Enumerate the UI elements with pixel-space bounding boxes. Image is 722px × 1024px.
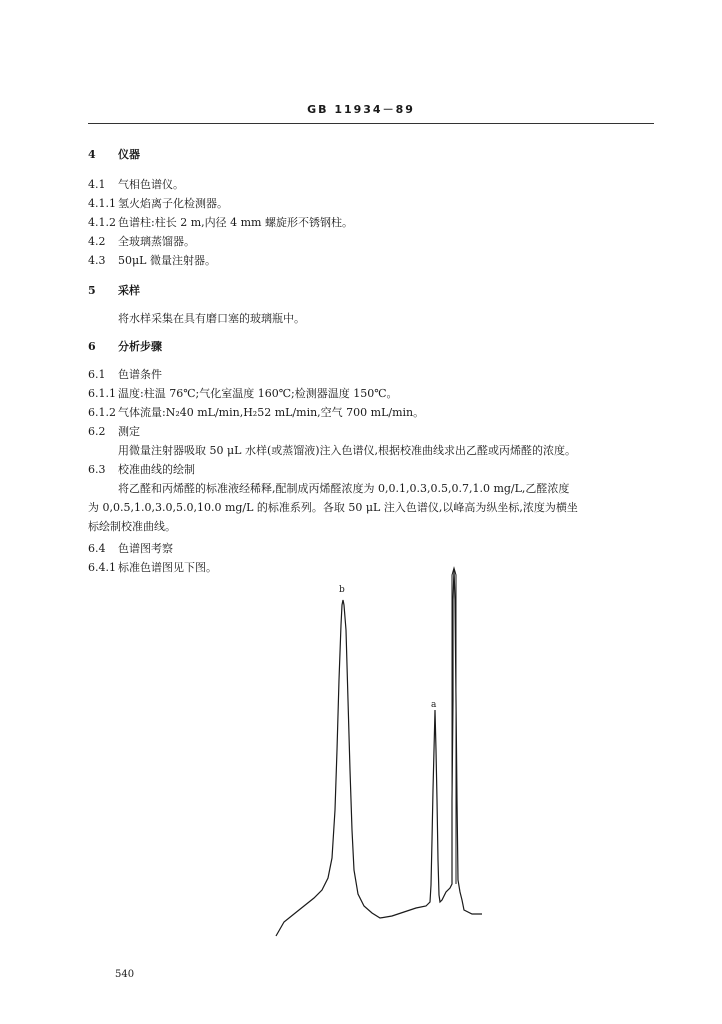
section-title: 采样 bbox=[118, 284, 140, 297]
section-6-2-body: 用微量注射器吸取 50 μL 水样(或蒸馏液)注入色谱仪,根据校准曲线求出乙醛或丙烯醛的浓度。 bbox=[118, 444, 577, 457]
section-6-3-body-line-2: 为 0,0.5,1.0,3.0,5.0,10.0 mg/L 的标准系列。各取 50 μL 注入色谱仪,以峰高为纵坐标,浓度为横坐 bbox=[88, 501, 578, 514]
section-5-body: 将水样采集在具有磨口塞的玻璃瓶中。 bbox=[118, 312, 305, 325]
section-number: 6.2 bbox=[88, 425, 106, 438]
peak-b-label: b bbox=[339, 585, 345, 595]
section-6-3-body-line-3: 标绘制校准曲线。 bbox=[88, 520, 176, 533]
section-number: 6.1.2 bbox=[88, 406, 116, 419]
section-number: 4.3 bbox=[88, 254, 106, 267]
section-text: 色谱柱:柱长 2 m,内径 4 mm 螺旋形不锈钢柱。 bbox=[118, 216, 353, 229]
page-number: 540 bbox=[115, 969, 135, 980]
section-number: 4.2 bbox=[88, 235, 106, 248]
section-number: 6.4 bbox=[88, 542, 106, 555]
section-text: 50μL 微量注射器。 bbox=[118, 254, 216, 267]
peak-a-label: a bbox=[431, 700, 437, 710]
section-number: 4 bbox=[88, 148, 96, 161]
standard-header: GB 11934－89 bbox=[307, 103, 415, 116]
chromatogram-trace bbox=[276, 570, 482, 936]
section-number: 6.1 bbox=[88, 368, 106, 381]
section-text: 色谱条件 bbox=[118, 368, 162, 381]
section-text: 气体流量:N₂40 mL/min,H₂52 mL/min,空气 700 mL/min。 bbox=[118, 406, 425, 419]
section-title: 仪器 bbox=[118, 148, 140, 161]
section-number: 6 bbox=[88, 340, 96, 353]
section-text: 气相色谱仪。 bbox=[118, 178, 184, 191]
section-number: 5 bbox=[88, 284, 96, 297]
section-number: 6.1.1 bbox=[88, 387, 116, 400]
section-text: 测定 bbox=[118, 425, 140, 438]
section-number: 6.3 bbox=[88, 463, 106, 476]
section-number: 4.1 bbox=[88, 178, 106, 191]
section-text: 标准色谱图见下图。 bbox=[118, 561, 217, 574]
section-number: 4.1.2 bbox=[88, 216, 116, 229]
section-text: 色谱图考察 bbox=[118, 542, 173, 555]
section-number: 6.4.1 bbox=[88, 561, 116, 574]
section-6-3-body-line-1: 将乙醛和丙烯醛的标准液经稀释,配制成丙烯醛浓度为 0,0.1,0.3,0.5,0.7,1.0 mg/L,乙醛浓度 bbox=[118, 482, 570, 495]
section-text: 校准曲线的绘制 bbox=[118, 463, 195, 476]
section-number: 4.1.1 bbox=[88, 197, 116, 210]
section-text: 氢火焰离子化检测器。 bbox=[118, 197, 228, 210]
section-title: 分析步骤 bbox=[118, 340, 162, 353]
section-text: 温度:柱温 76℃;气化室温度 160℃;检测器温度 150℃。 bbox=[118, 387, 398, 400]
section-text: 全玻璃蒸馏器。 bbox=[118, 235, 195, 248]
